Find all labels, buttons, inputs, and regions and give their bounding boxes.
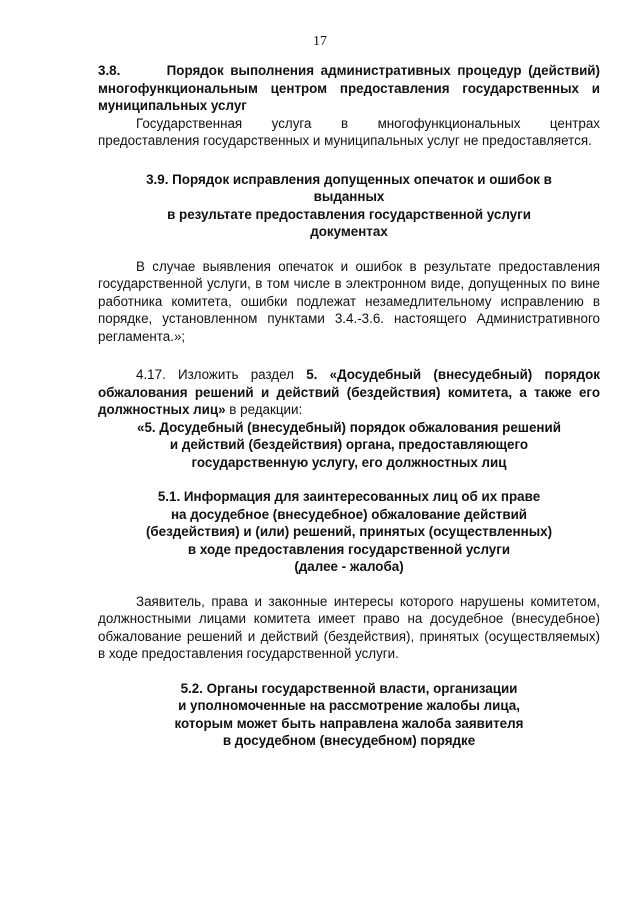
section-3-9-text: В случае выявления опечаток и ошибок в результате предоставления государственной услуги, в том числе в электронном виде, допущенных по вине работника комитета, ошибки подлежат незамедлительному исправлению в порядке, установленном пунктами 3.4.-3.6. настоящего Административного регламента.»; bbox=[98, 258, 600, 344]
heading-line: на досудебное (внесудебное) обжалование действий bbox=[170, 506, 528, 522]
heading-line: в досудебном (внесудебном) порядке bbox=[222, 733, 476, 748]
item-4-17 bbox=[98, 366, 600, 419]
section-3-8-heading bbox=[98, 62, 600, 115]
heading-line: документах bbox=[310, 224, 388, 239]
section-3-8-number: 3.8. bbox=[98, 63, 121, 78]
section-3-8-text: Государственная услуга в многофункциональных центрах предоставления государственных и муниципальных услуг не предоставляется. bbox=[98, 115, 600, 148]
heading-line: которым может быть направлена жалоба заявителя bbox=[174, 715, 524, 731]
page-number: 17 bbox=[313, 34, 327, 49]
heading-line: (далее - жалоба) bbox=[294, 559, 404, 574]
heading-line: в результате предоставления государственной услуги bbox=[167, 206, 531, 222]
heading-line: (бездействия) и (или) решений, принятых (осуществленных) bbox=[145, 524, 553, 539]
section-5-1-text: Заявитель, права и законные интересы которого нарушены комитетом, должностными лицами комитета имеет право на досудебное (внесудебное) обжалование решений и действий (бездействия), принятых (осуществляемых) в ходе предоставления государственной услуги. bbox=[98, 593, 600, 661]
heading-line: и уполномоченные на рассмотрение жалобы лица, bbox=[178, 698, 520, 713]
item-4-17-prefix: 4.17. Изложить раздел bbox=[136, 367, 307, 382]
item-4-17-section-title: 5. «Досудебный (внесудебный) порядок обжалования решений и действий (бездействия) комитета, а также его должностных лиц» bbox=[98, 367, 600, 417]
item-4-17-suffix: в редакции: bbox=[225, 402, 303, 417]
heading-line: 5.1. Информация для заинтересованных лиц об их праве bbox=[157, 489, 541, 504]
section-3-9-heading bbox=[98, 171, 600, 241]
section-3-8-title: Порядок выполнения административных процедур (действий) многофункциональным центром предоставления государственных и муниципальных услуг bbox=[98, 63, 600, 113]
document-body bbox=[98, 62, 600, 750]
heading-line: «5. Досудебный (внесудебный) порядок обжалования решений bbox=[137, 419, 561, 435]
heading-line: 3.9. Порядок исправления допущенных опечаток и ошибок в bbox=[146, 171, 552, 187]
section-5-heading bbox=[98, 419, 600, 472]
section-5-2-heading bbox=[98, 680, 600, 750]
section-5-1-heading bbox=[98, 488, 600, 576]
heading-line: и действий (бездействия) органа, предоставляющего bbox=[169, 437, 529, 452]
heading-line: 5.2. Органы государственной власти, организации bbox=[180, 680, 518, 696]
heading-line: выданных bbox=[313, 189, 385, 204]
heading-line: государственную услугу, его должностных лиц bbox=[191, 454, 507, 470]
heading-line: в ходе предоставления государственной услуги bbox=[187, 541, 511, 557]
